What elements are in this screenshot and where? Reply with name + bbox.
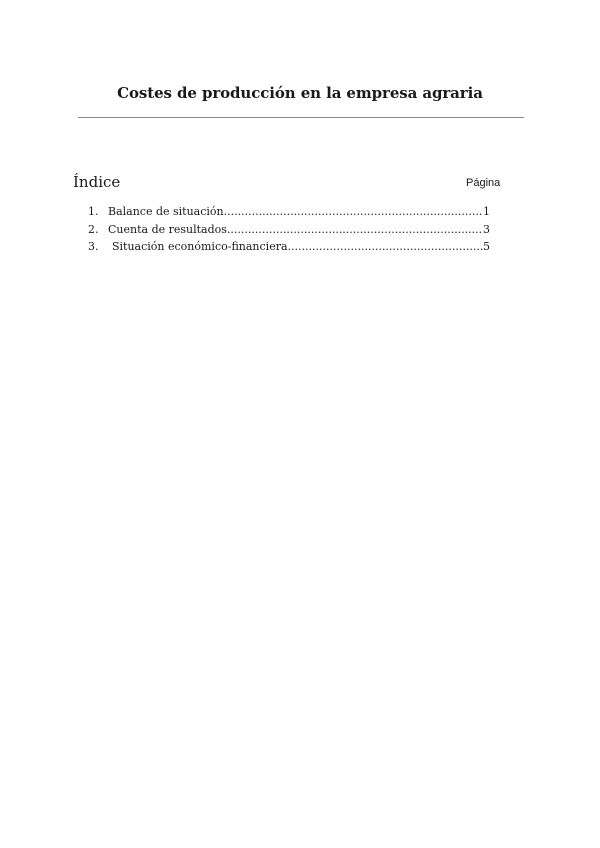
toc-dot-leader: [224, 205, 483, 218]
toc-entry-page: 1: [483, 205, 490, 218]
toc-entry-situacion[interactable]: [88, 240, 490, 258]
title-divider: [78, 117, 524, 118]
toc-heading: Índice: [73, 173, 121, 191]
toc-entry-page: 5: [483, 240, 490, 253]
toc-entry-page: 3: [483, 222, 490, 236]
toc-entry-label: Situación económico-financiera: [112, 240, 288, 253]
page-column-label: Página: [466, 177, 501, 189]
toc-entry-label: Cuenta de resultados: [108, 222, 227, 236]
toc-entry-number: 2.: [88, 222, 99, 236]
document-title: Costes de producción en la empresa agraria: [117, 84, 483, 102]
toc-entry-balance[interactable]: [88, 205, 490, 223]
toc-entry-label: Balance de situación: [108, 205, 224, 218]
toc-list: [88, 205, 490, 258]
toc-entry-number: 1.: [88, 205, 99, 218]
toc-entry-number: 3.: [88, 240, 99, 253]
toc-dot-leader: [288, 240, 483, 253]
toc-dot-leader: [227, 223, 483, 236]
toc-entry-cuenta[interactable]: [88, 223, 490, 241]
